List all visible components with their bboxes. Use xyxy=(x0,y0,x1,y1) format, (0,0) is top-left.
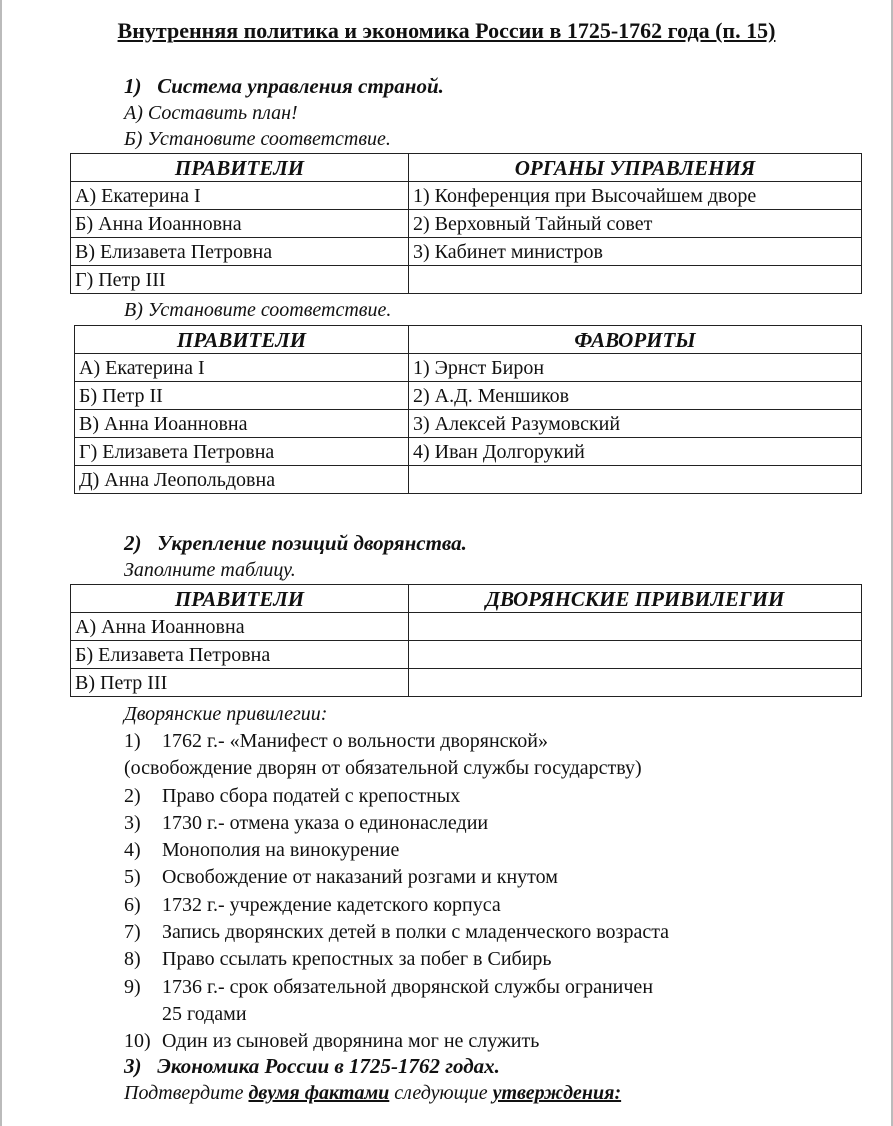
section3-task-emph2: утверждения: xyxy=(492,1082,622,1104)
section2-heading: 2) Укрепление позиций дворянства. xyxy=(124,531,467,555)
privilege-item xyxy=(124,728,669,755)
privilege-text: 1730 г.- отмена указа о единонаследии xyxy=(162,811,489,834)
ruler-cell: Г) Петр III xyxy=(71,266,409,294)
table-header-cell: ПРАВИТЕЛИ xyxy=(71,585,409,613)
privilege-item xyxy=(124,755,669,782)
table-row xyxy=(71,669,862,697)
ruler-cell: В) Петр III xyxy=(71,669,409,697)
table-row xyxy=(71,641,862,669)
table-row xyxy=(71,613,862,641)
section1-task-b: Б) Установите соответствие. xyxy=(124,128,391,150)
answer-cell: 2) А.Д. Меншиков xyxy=(409,382,862,410)
section1-task-a: А) Составить план! xyxy=(124,102,298,124)
table-header-row xyxy=(71,154,862,182)
privilege-item xyxy=(124,892,669,919)
ruler-cell: В) Анна Иоанновна xyxy=(75,410,409,438)
privilege-text: Освобождение от наказаний розгами и кнутом xyxy=(162,866,558,889)
ruler-cell: А) Екатерина I xyxy=(71,182,409,210)
page-title: Внутренняя политика и экономика России в 1725-1762 года (п. 15) xyxy=(117,18,776,43)
ruler-cell: А) Анна Иоанновна xyxy=(71,613,409,641)
privilege-number: 1) xyxy=(124,730,141,752)
answer-cell: 3) Кабинет министров xyxy=(409,238,862,266)
privilege-text: 1736 г.- срок обязательной дворянской службы ограничен xyxy=(162,975,654,998)
privileges-title: Дворянские привилегии: xyxy=(124,703,328,725)
answer-cell: 3) Алексей Разумовский xyxy=(409,410,862,438)
privilege-number: 10) xyxy=(124,1030,151,1053)
section1-heading: 1) Система управления страной. xyxy=(124,74,444,98)
privilege-item xyxy=(124,864,669,891)
ruler-cell: В) Елизавета Петровна xyxy=(71,238,409,266)
table-row xyxy=(75,410,862,438)
table-row xyxy=(71,210,862,238)
privilege-number: 8) xyxy=(124,948,141,971)
section1-task-c: В) Установите соответствие. xyxy=(124,299,392,321)
table-rulers-favorites xyxy=(74,325,862,494)
page-edge-left xyxy=(0,0,2,1126)
privilege-text: 1732 г.- учреждение кадетского корпуса xyxy=(162,893,501,916)
section3-task-pre: Подтвердите xyxy=(124,1082,249,1104)
table-row xyxy=(75,382,862,410)
table-row xyxy=(75,466,862,494)
table-row xyxy=(71,182,862,210)
privilege-item xyxy=(124,974,669,1001)
privilege-item xyxy=(124,1028,669,1055)
answer-cell: 4) Иван Долгорукий xyxy=(409,438,862,466)
privilege-text: (освобождение дворян от обязательной службы государству) xyxy=(124,757,642,780)
table-header-cell: ДВОРЯНСКИЕ ПРИВИЛЕГИИ xyxy=(409,585,862,613)
privileges-list xyxy=(124,728,669,1056)
table-row xyxy=(71,238,862,266)
table-rulers-privileges xyxy=(70,584,862,697)
privilege-text: 25 годами xyxy=(162,1002,247,1025)
privilege-text: Право сбора податей с крепостных xyxy=(162,784,461,807)
ruler-cell: А) Екатерина I xyxy=(75,354,409,382)
answer-cell: 1) Эрнст Бирон xyxy=(409,354,862,382)
answer-cell xyxy=(409,266,862,294)
privilege-text: Запись дворянских детей в полки с младенческого возраста xyxy=(162,921,670,944)
privilege-text: Один из сыновей дворянина мог не служить xyxy=(162,1030,540,1053)
privilege-text: Право ссылать крепостных за побег в Сибирь xyxy=(162,948,552,971)
ruler-cell: Г) Елизавета Петровна xyxy=(75,438,409,466)
ruler-cell: Б) Петр II xyxy=(75,382,409,410)
table-header-row xyxy=(75,326,862,354)
privilege-number: 3) xyxy=(124,811,141,834)
section3-task-mid: следующие xyxy=(389,1082,493,1104)
privilege-item xyxy=(124,783,669,810)
table-row xyxy=(75,354,862,382)
answer-cell xyxy=(409,466,862,494)
privilege-number: 9) xyxy=(124,975,141,998)
answer-cell: 2) Верховный Тайный совет xyxy=(409,210,862,238)
privilege-item xyxy=(124,1001,669,1028)
privilege-number: 7) xyxy=(124,921,141,944)
privilege-text: Монополия на винокурение xyxy=(162,839,400,862)
table-header-cell: ОРГАНЫ УПРАВЛЕНИЯ xyxy=(409,154,862,182)
privilege-item xyxy=(124,837,669,864)
privilege-number: 2) xyxy=(124,784,141,807)
answer-cell: 1) Конференция при Высочайшем дворе xyxy=(409,182,862,210)
privilege-item xyxy=(124,919,669,946)
privilege-text: 1762 г.- «Манифест о вольности дворянской» xyxy=(162,730,548,752)
table-row xyxy=(71,266,862,294)
section3-task xyxy=(124,1082,621,1105)
section2-task: Заполните таблицу. xyxy=(124,559,296,581)
privilege-number: 5) xyxy=(124,866,141,889)
answer-cell xyxy=(409,641,862,669)
privilege-number: 6) xyxy=(124,893,141,916)
table-header-cell: ПРАВИТЕЛИ xyxy=(75,326,409,354)
answer-cell xyxy=(409,669,862,697)
privilege-item xyxy=(124,810,669,837)
section3-task-emph1: двумя фактами xyxy=(248,1082,390,1104)
section3-heading: 3) Экономика России в 1725-1762 годах. xyxy=(124,1054,500,1078)
answer-cell xyxy=(409,613,862,641)
table-rulers-organs xyxy=(70,153,862,294)
privilege-item xyxy=(124,946,669,973)
ruler-cell: Б) Анна Иоанновна xyxy=(71,210,409,238)
table-header-cell: ПРАВИТЕЛИ xyxy=(71,154,409,182)
ruler-cell: Б) Елизавета Петровна xyxy=(71,641,409,669)
ruler-cell: Д) Анна Леопольдовна xyxy=(75,466,409,494)
privilege-number: 4) xyxy=(124,839,141,862)
table-header-cell: ФАВОРИТЫ xyxy=(409,326,862,354)
table-header-row xyxy=(71,585,862,613)
table-row xyxy=(75,438,862,466)
